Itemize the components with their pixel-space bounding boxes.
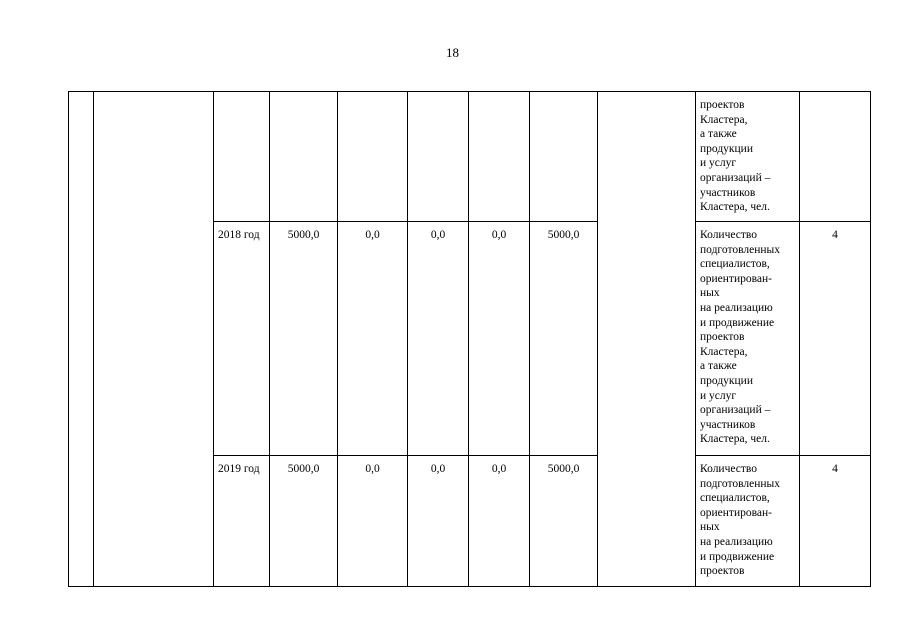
indicator-cell: Количество подготовленных специалистов, ориентирован- ных на реализацию и продвижение проектов <box>696 456 800 587</box>
page-number: 18 <box>446 45 459 60</box>
target-value-cell <box>800 92 871 222</box>
row-number-cell <box>69 92 94 587</box>
regional-budget-cell: 0,0 <box>408 456 469 587</box>
extrabudgetary-cell: 5000,0 <box>530 456 598 587</box>
total-cell: 5000,0 <box>270 456 338 587</box>
measure-name-cell <box>94 92 214 587</box>
table-row <box>69 92 871 222</box>
indicator-cell: Количество подготовленных специалистов, ориентирован- ных на реализацию и продвижение проектов Кластера, а также продукции и услуг организаций – участников Кластера, чел. <box>696 222 800 456</box>
regional-budget-cell: 0,0 <box>408 222 469 456</box>
executor-cell <box>598 92 696 587</box>
local-budget-cell: 0,0 <box>469 222 530 456</box>
local-budget-cell: 0,0 <box>469 456 530 587</box>
extrabudgetary-cell: 5000,0 <box>530 222 598 456</box>
total-cell: 5000,0 <box>270 222 338 456</box>
federal-budget-cell <box>338 92 408 222</box>
year-cell <box>214 92 270 222</box>
regional-budget-cell <box>408 92 469 222</box>
extrabudgetary-cell <box>530 92 598 222</box>
federal-budget-cell: 0,0 <box>338 222 408 456</box>
total-cell <box>270 92 338 222</box>
year-cell: 2019 год <box>214 456 270 587</box>
target-value-cell: 4 <box>800 456 871 587</box>
local-budget-cell <box>469 92 530 222</box>
target-value-cell: 4 <box>800 222 871 456</box>
year-cell: 2018 год <box>214 222 270 456</box>
indicator-cell: проектов Кластера, а также продукции и услуг организаций – участников Кластера, чел. <box>696 92 800 222</box>
budget-table <box>68 91 871 587</box>
federal-budget-cell: 0,0 <box>338 456 408 587</box>
